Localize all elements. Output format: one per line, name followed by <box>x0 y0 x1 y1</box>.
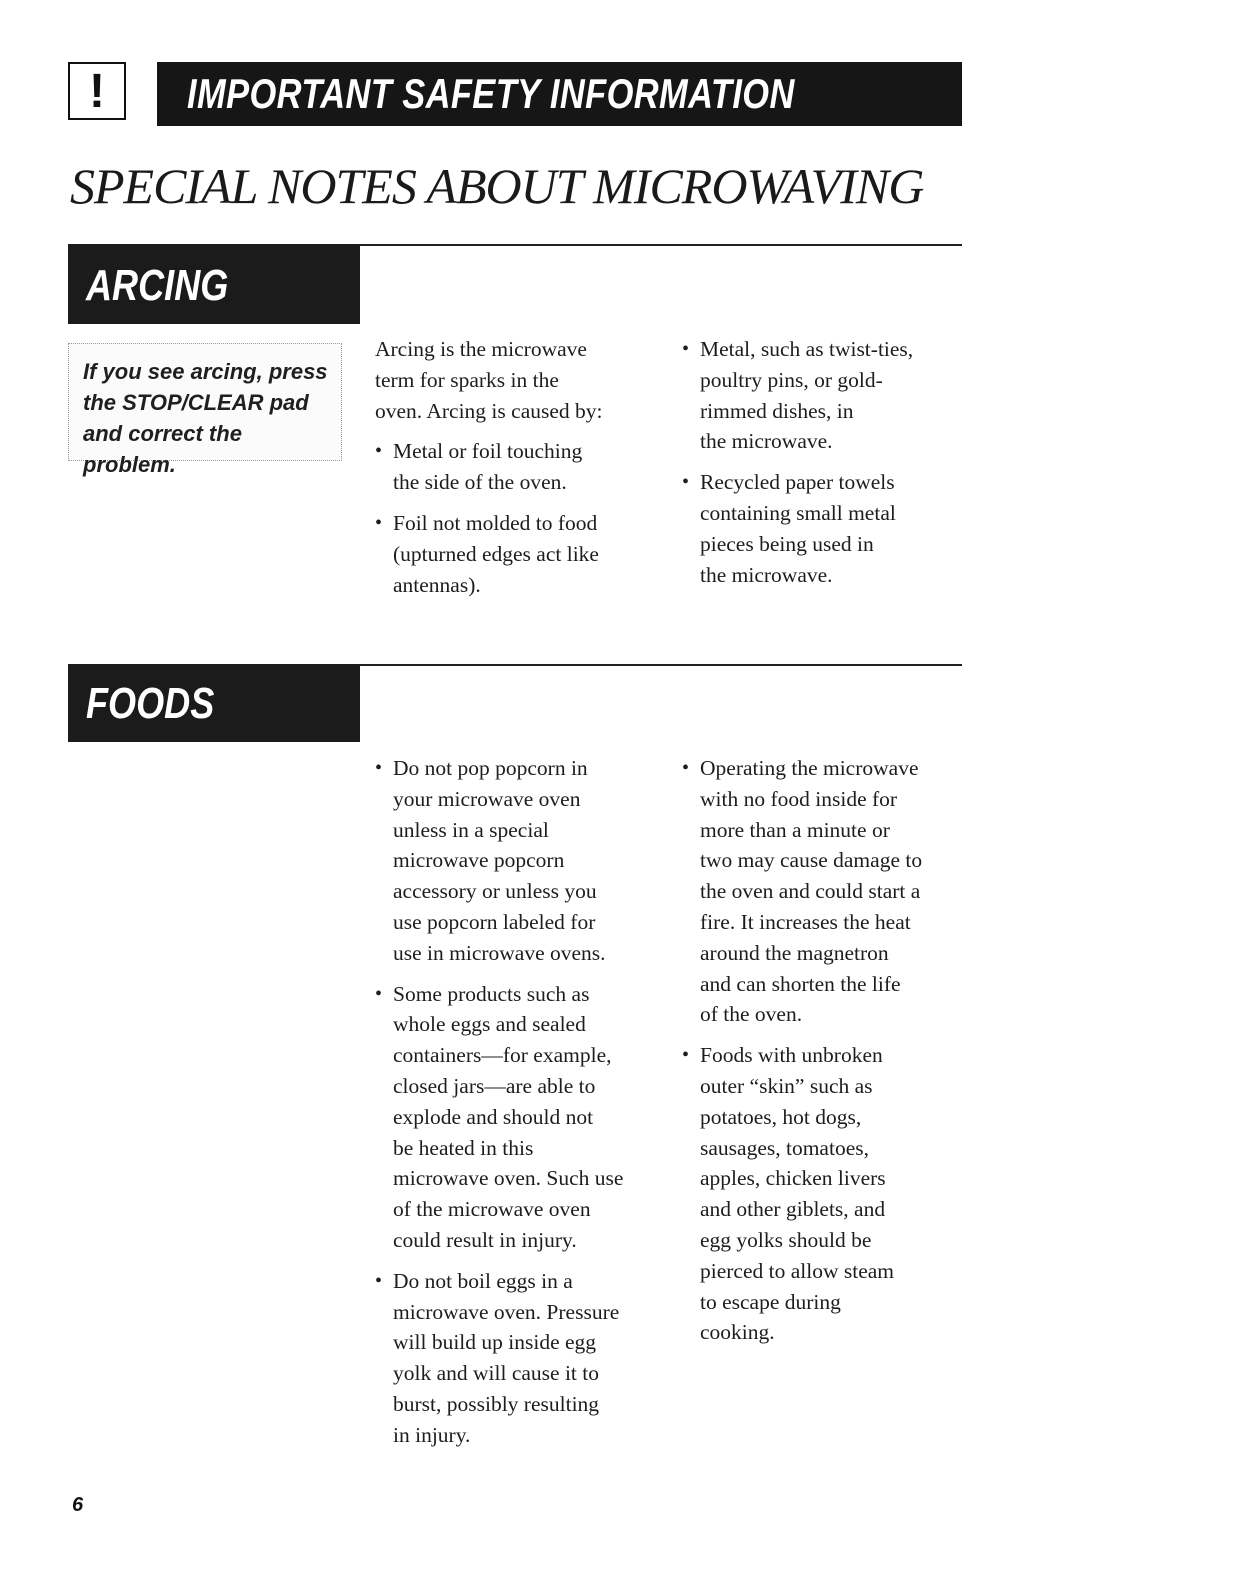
arcing-heading: ARCING <box>86 261 229 310</box>
bullet-icon: • <box>375 440 383 463</box>
arcing-left-column <box>375 334 665 600</box>
foods-right-column <box>682 753 982 1348</box>
bullet-icon: • <box>375 982 383 1005</box>
bullet-icon: • <box>682 757 690 779</box>
list-item-text: Metal, such as twist-ties, poultry pins, or gold- rimmed dishes, in the microwave. <box>700 337 914 454</box>
bullet-icon: • <box>375 1269 383 1292</box>
list-item-text: Foods with unbroken outer “skin” such as potatoes, hot dogs, sausages, tomatoes, apples, chicken livers and other giblets, and egg yolks should be pierced to allow steam to escape during cooking. <box>700 1043 895 1345</box>
arcing-callout <box>68 343 342 477</box>
callout-text: If you see arcing, press the STOP/CLEAR pad and correct the problem. <box>83 359 328 477</box>
list-item-text: Some products such as whole eggs and sealed containers—for example, closed jars—are able to explode and should not be heated in this microwave oven. Such use of the microwave oven could result in injury. <box>393 981 624 1252</box>
arcing-section-header <box>68 244 360 324</box>
list-item <box>682 467 972 590</box>
banner-text: IMPORTANT SAFETY INFORMATION <box>187 70 795 117</box>
foods-heading: FOODS <box>86 679 215 728</box>
safety-banner <box>157 62 962 126</box>
bullet-icon: • <box>375 511 383 534</box>
bullet-icon: • <box>682 338 690 360</box>
list-item <box>682 334 972 457</box>
list-item <box>375 753 670 969</box>
list-item <box>375 979 670 1256</box>
page-number: 6 <box>72 1494 84 1516</box>
bullet-icon: • <box>682 1044 690 1067</box>
list-item-text: Operating the microwave with no food inside for more than a minute or two may cause damage to the oven and could start a fire. It increases the heat around the magnetron and can shorten the life of the oven. <box>700 756 923 1027</box>
foods-left-column <box>375 753 670 1451</box>
list-item <box>375 436 665 498</box>
list-item <box>682 1040 982 1348</box>
arcing-right-column <box>682 334 972 590</box>
list-item-text: Do not boil eggs in a microwave oven. Pressure will build up inside egg yolk and will cause it to burst, possibly resulting in injury. <box>393 1268 620 1447</box>
arcing-divider <box>360 244 962 246</box>
arcing-intro: Arcing is the microwave term for sparks in the oven. Arcing is caused by: <box>375 337 603 423</box>
exclamation-icon: ! <box>89 65 105 118</box>
foods-divider <box>360 664 962 666</box>
bullet-icon: • <box>375 757 383 779</box>
list-item <box>682 753 982 1030</box>
warning-icon <box>68 62 126 120</box>
page-title: SPECIAL NOTES ABOUT MICROWAVING <box>70 158 924 214</box>
bullet-icon: • <box>682 471 690 494</box>
list-item-text: Recycled paper towels containing small metal pieces being used in the microwave. <box>700 470 896 587</box>
foods-section-header <box>68 664 360 742</box>
list-item-text: Foil not molded to food (upturned edges act like antennas). <box>393 510 599 597</box>
list-item-text: Metal or foil touching the side of the oven. <box>393 439 583 495</box>
list-item <box>375 1266 670 1451</box>
list-item <box>375 508 665 600</box>
list-item-text: Do not pop popcorn in your microwave oven unless in a special microwave popcorn accessory or unless you use popcorn labeled for use in microwave ovens. <box>393 756 606 965</box>
